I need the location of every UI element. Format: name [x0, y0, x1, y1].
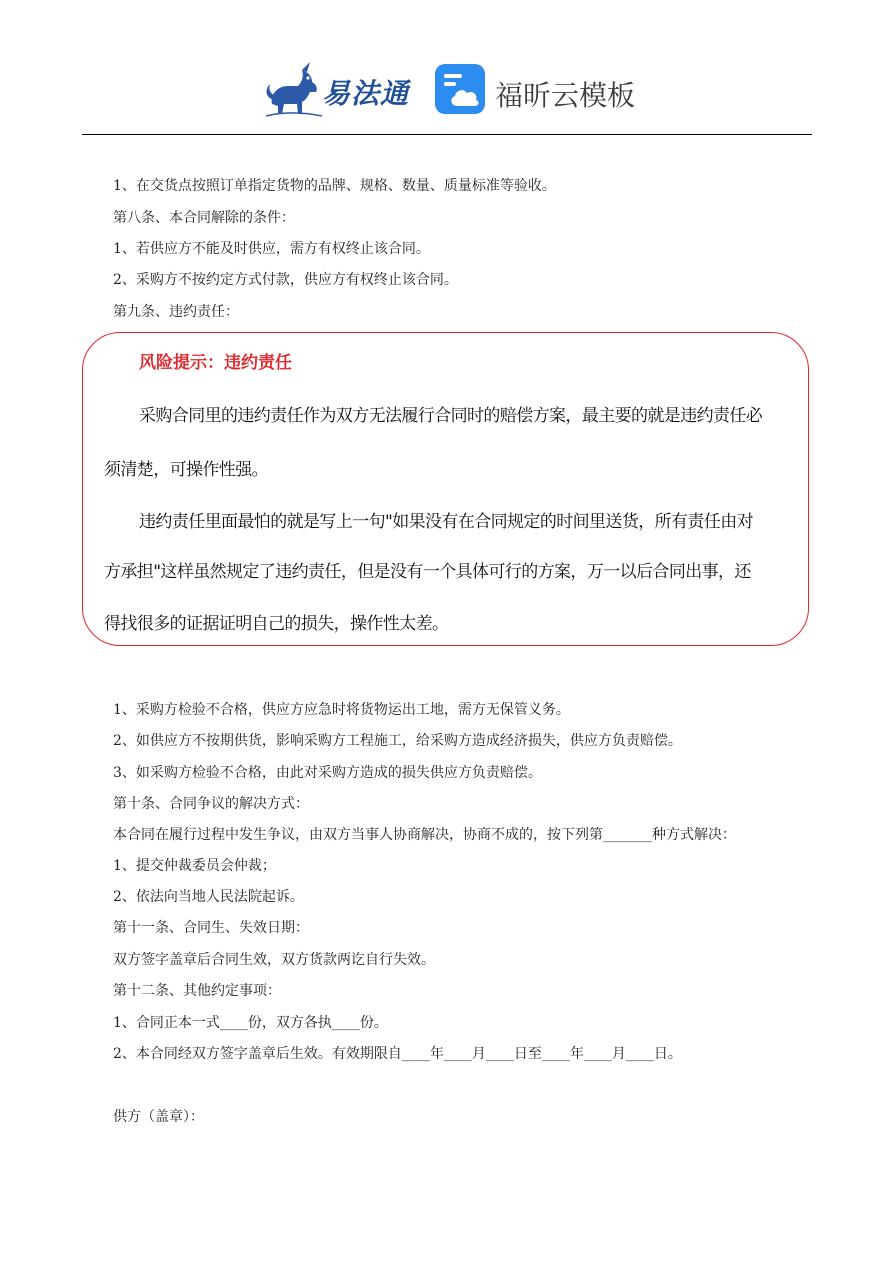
yifatong-logo [262, 60, 412, 120]
clause-heading: 第十二条、其他约定事项： [113, 983, 281, 999]
clause-text: 1、在交货点按照订单指定货物的品牌、规格、数量、质量标准等验收。 [113, 178, 556, 194]
risk-tip-line: 违约责任里面最怕的就是写上一句"如果没有在合同规定的时间里送货，所有责任由对 [139, 512, 754, 532]
clause-text: 2、本合同经双方签字盖章后生效。有效期限自____年____月____日至____年____月____日。 [113, 1046, 682, 1062]
risk-tip-line: 得找很多的证据证明自己的损失，操作性太差。 [104, 614, 449, 634]
unicorn-mascot-icon [262, 60, 324, 118]
brand-fuxin-template: 福昕云模板 [495, 79, 636, 112]
risk-tip-box [82, 332, 809, 646]
clause-text: 本合同在履行过程中发生争议，由双方当事人协商解决，协商不成的，按下列第_______种方式解决： [113, 827, 736, 843]
clause-text: 2、依法向当地人民法院起诉。 [113, 889, 304, 905]
risk-tip-line: 采购合同里的违约责任作为双方无法履行合同时的赔偿方案，最主要的就是违约责任必 [139, 406, 763, 426]
clause-text: 1、采购方检验不合格，供应方应急时将货物运出工地，需方无保管义务。 [113, 702, 570, 718]
brand-yifatong: 易法通 [322, 77, 410, 110]
clause-heading: 第九条、违约责任： [113, 304, 239, 320]
clause-heading: 第十条、合同争议的解决方式： [113, 796, 309, 812]
risk-tip-line: 方承担"这样虽然规定了违约责任，但是没有一个具体可行的方案，万一以后合同出事，还 [104, 562, 751, 582]
supplier-seal-label: 供方（盖章）： [113, 1109, 204, 1125]
clause-text: 1、提交仲裁委员会仲裁； [113, 858, 276, 874]
risk-tip-line: 须清楚，可操作性强。 [104, 460, 268, 480]
clause-text: 1、合同正本一式____份，双方各执____份。 [113, 1015, 388, 1031]
clause-text: 3、如采购方检验不合格，由此对采购方造成的损失供应方负责赔偿。 [113, 765, 542, 781]
cloud-document-icon [435, 64, 485, 114]
clause-heading: 第十一条、合同生、失效日期： [113, 920, 309, 936]
clause-text: 2、采购方不按约定方式付款，供应方有权终止该合同。 [113, 272, 458, 288]
clause-heading: 第八条、本合同解除的条件： [113, 210, 295, 226]
header-divider [82, 134, 812, 135]
clause-text: 双方签字盖章后合同生效，双方货款两讫自行失效。 [113, 952, 435, 968]
risk-tip-title: 风险提示：违约责任 [139, 353, 292, 373]
clause-text: 1、若供应方不能及时供应，需方有权终止该合同。 [113, 241, 430, 257]
clause-text: 2、如供应方不按期供货，影响采购方工程施工，给采购方造成经济损失，供应方负责赔偿。 [113, 733, 682, 749]
page-header [0, 58, 893, 122]
